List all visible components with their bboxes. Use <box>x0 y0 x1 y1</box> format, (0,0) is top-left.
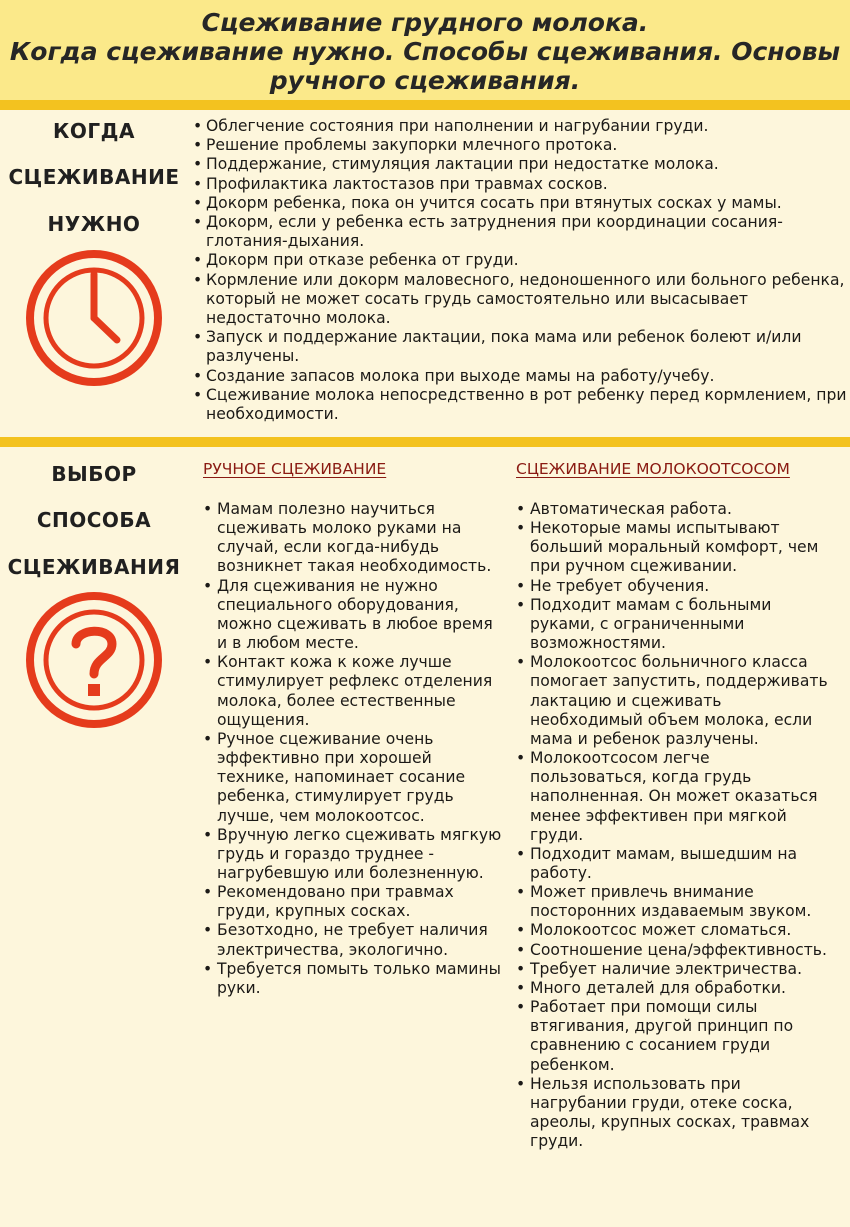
question-icon <box>24 590 164 730</box>
list-item: • Молокоотсос может сломаться. <box>516 921 828 940</box>
list-item: • Профилактика лактостазов при травмах сосков. <box>190 175 850 194</box>
list-item: • Решение проблемы закупорки млечного протока. <box>190 136 850 155</box>
list-item: • Может привлечь внимание посторонних издаваемым звуком. <box>516 883 828 921</box>
list-item: • Вручную легко сцеживать мягкую грудь и гораздо труднее - нагрубевшую или болезненную. <box>203 826 503 883</box>
list-item: • Докорм ребенка, пока он учится сосать при втянутых сосках у мамы. <box>190 194 850 213</box>
list-item: • Некоторые мамы испытывают больший моральный комфорт, чем при ручном сцеживании. <box>516 519 828 576</box>
list-item: • Не требует обучения. <box>516 577 828 596</box>
pump-list <box>516 500 828 1151</box>
title-line-3: ручного сцеживания. <box>269 66 581 95</box>
title-line-1: Сцеживание грудного молока. <box>201 8 649 37</box>
when-label-1: КОГДА <box>53 119 135 143</box>
list-item: • Докорм, если у ребенка есть затруднения при координации сосания-глотания-дыхания. <box>190 213 850 251</box>
list-item: • Безотходно, не требует наличия электричества, экологично. <box>203 921 503 959</box>
list-item: • Поддержание, стимуляция лактации при недостатке молока. <box>190 155 850 174</box>
list-item: • Создание запасов молока при выходе мамы на работу/учебу. <box>190 367 850 386</box>
pump-column-title: СЦЕЖИВАНИЕ МОЛОКООТСОСОМ <box>516 460 790 478</box>
manual-list <box>203 500 503 998</box>
list-item: • Мамам полезно научиться сцеживать молоко руками на случай, если когда-нибудь возникнет такая необходимость. <box>203 500 503 577</box>
list-item: • Молокоотсос больничного класса помогает запустить, поддерживать лактацию и сцеживать необходимый объем молока, если мама и ребенок разлучены. <box>516 653 828 749</box>
choice-label-1: ВЫБОР <box>51 462 137 486</box>
list-item: • Требуется помыть только мамины руки. <box>203 960 503 998</box>
list-item: • Для сцеживания не нужно специального оборудования, можно сцеживать в любое время и в любом месте. <box>203 577 503 654</box>
when-label-3: НУЖНО <box>47 212 141 236</box>
clock-icon <box>24 248 164 388</box>
list-item: • Ручное сцеживание очень эффективно при хорошей технике, напоминает сосание ребенка, стимулирует грудь лучше, чем молокоотсос. <box>203 730 503 826</box>
list-item: • Нельзя использовать при нагрубании груди, отеке соска, ареолы, крупных сосках, травмах груди. <box>516 1075 828 1152</box>
choice-label-2: СПОСОБА <box>36 508 152 532</box>
list-item: • Автоматическая работа. <box>516 500 828 519</box>
section-divider <box>0 437 850 447</box>
page-header <box>0 0 850 100</box>
when-list <box>190 117 850 424</box>
list-item: • Работает при помощи силы втягивания, другой принцип по сравнению с сосанием груди ребенком. <box>516 998 828 1075</box>
manual-column-title: РУЧНОЕ СЦЕЖИВАНИЕ <box>203 460 387 478</box>
list-item: • Подходит мамам, вышедшим на работу. <box>516 845 828 883</box>
header-divider <box>0 100 850 110</box>
list-item: • Запуск и поддержание лактации, пока мама или ребенок болеют и/или разлучены. <box>190 328 850 366</box>
list-item: • Много деталей для обработки. <box>516 979 828 998</box>
list-item: • Молокоотсосом легче пользоваться, когда грудь наполненная. Он может оказаться менее эффективен при мягкой груди. <box>516 749 828 845</box>
list-item: • Требует наличие электричества. <box>516 960 828 979</box>
list-item: • Докорм при отказе ребенка от груди. <box>190 251 850 270</box>
list-item: • Кормление или докорм маловесного, недоношенного или больного ребенка, который не может сосать грудь самостоятельно или высасывает недостаточно молока. <box>190 271 850 329</box>
list-item: • Рекомендовано при травмах груди, крупных сосках. <box>203 883 503 921</box>
title-line-2: Когда сцеживание нужно. Способы сцеживания. Основы <box>9 37 841 66</box>
list-item: • Подходит мамам с больными руками, с ограниченными возможностями. <box>516 596 828 653</box>
choice-label-3: СЦЕЖИВАНИЯ <box>7 555 181 579</box>
list-item: • Облегчение состояния при наполнении и нагрубании груди. <box>190 117 850 136</box>
when-label-2: СЦЕЖИВАНИЕ <box>8 165 180 189</box>
list-item: • Сцеживание молока непосредственно в рот ребенку перед кормлением, при необходимости. <box>190 386 850 424</box>
list-item: • Контакт кожа к коже лучше стимулирует рефлекс отделения молока, более естественные ощущения. <box>203 653 503 730</box>
list-item: • Соотношение цена/эффективность. <box>516 941 828 960</box>
